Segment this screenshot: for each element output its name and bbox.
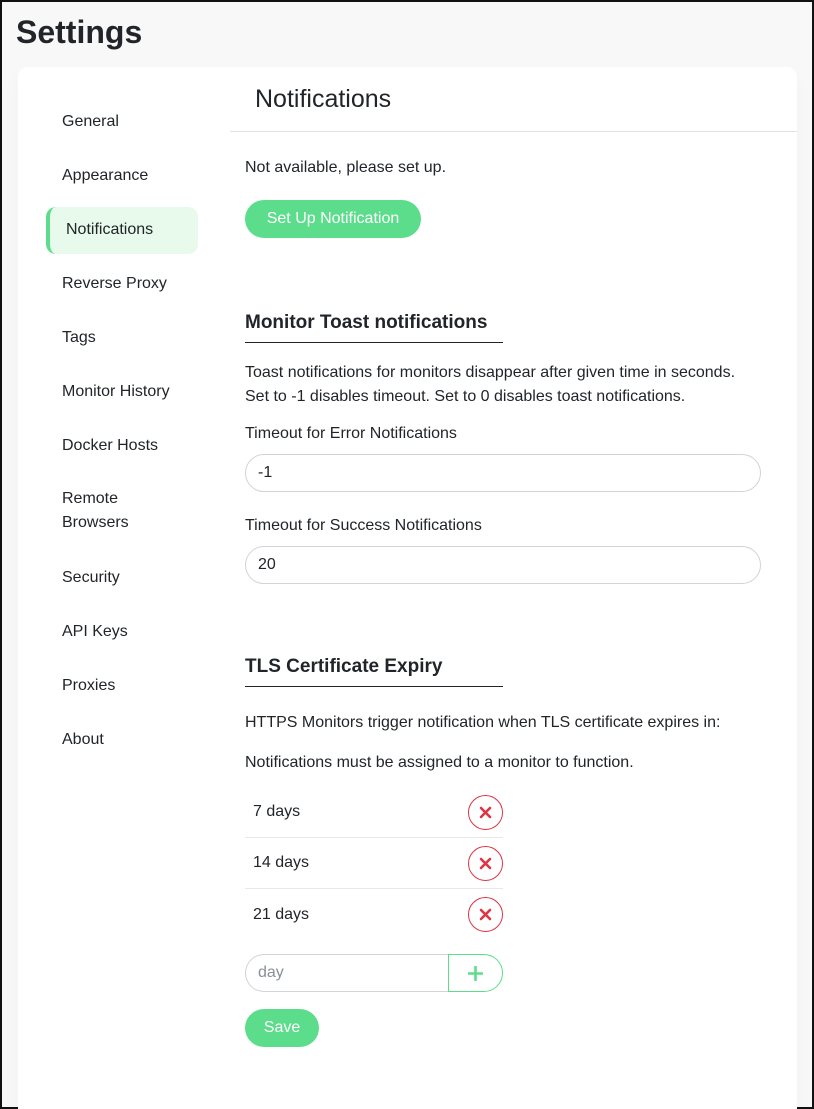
- plus-icon: [468, 966, 483, 981]
- x-icon: [479, 857, 492, 870]
- setup-notification-button[interactable]: Set Up Notification: [245, 200, 421, 238]
- success-timeout-input[interactable]: [245, 546, 761, 584]
- page-title: Settings: [16, 14, 143, 50]
- sidebar-item-docker-hosts[interactable]: Docker Hosts: [62, 437, 159, 454]
- success-timeout-label: Timeout for Success Notifications: [245, 517, 482, 534]
- save-button[interactable]: Save: [245, 1009, 319, 1047]
- x-icon: [479, 806, 492, 819]
- tls-section-title: TLS Certificate Expiry: [245, 656, 503, 687]
- sidebar-item-about[interactable]: About: [62, 731, 104, 748]
- content-title: Notifications: [255, 85, 392, 113]
- day-input[interactable]: [245, 954, 448, 992]
- tls-note: Notifications must be assigned to a monitor to function.: [245, 754, 634, 771]
- sidebar-item-security[interactable]: Security: [62, 569, 120, 586]
- expiry-day-label: 7 days: [253, 803, 301, 820]
- error-timeout-input[interactable]: [245, 454, 761, 492]
- sidebar-item-api-keys[interactable]: API Keys: [62, 623, 128, 640]
- tls-description: HTTPS Monitors trigger notification when TLS certificate expires in:: [245, 714, 721, 731]
- x-icon: [479, 908, 492, 921]
- expiry-day-label: 14 days: [253, 854, 310, 871]
- sidebar-item-tags[interactable]: Tags: [62, 329, 96, 346]
- sidebar-item-proxies[interactable]: Proxies: [62, 677, 116, 694]
- expiry-day-label: 21 days: [253, 905, 310, 923]
- settings-sidebar: [46, 99, 198, 771]
- list-item: [245, 889, 503, 940]
- sidebar-item-monitor-history[interactable]: Monitor History: [62, 383, 170, 400]
- list-item: [245, 838, 503, 889]
- error-timeout-label: Timeout for Error Notifications: [245, 425, 457, 442]
- remove-day-button[interactable]: [468, 795, 503, 830]
- toast-description: Toast notifications for monitors disappear after given time in seconds. Set to -1 disables timeout. Set to 0 disables toast notifications.: [245, 364, 736, 405]
- sidebar-item-general[interactable]: General: [62, 113, 119, 130]
- remove-day-button[interactable]: [468, 897, 503, 932]
- sidebar-item-appearance[interactable]: Appearance: [62, 167, 149, 184]
- not-available-text: Not available, please set up.: [245, 159, 447, 176]
- add-day-group: [245, 954, 503, 992]
- add-day-button[interactable]: [448, 954, 503, 992]
- toast-section-title: Monitor Toast notifications: [245, 312, 503, 343]
- content-panel: [245, 132, 765, 1047]
- sidebar-item-reverse-proxy[interactable]: Reverse Proxy: [62, 275, 167, 292]
- content-header: [230, 67, 797, 132]
- expiry-days-list: [245, 787, 503, 940]
- remove-day-button[interactable]: [468, 846, 503, 881]
- sidebar-item-remote-browsers[interactable]: Remote Browsers: [62, 490, 129, 531]
- settings-card: [18, 67, 797, 1109]
- list-item: [245, 787, 503, 838]
- sidebar-item-notifications[interactable]: Notifications: [46, 207, 198, 254]
